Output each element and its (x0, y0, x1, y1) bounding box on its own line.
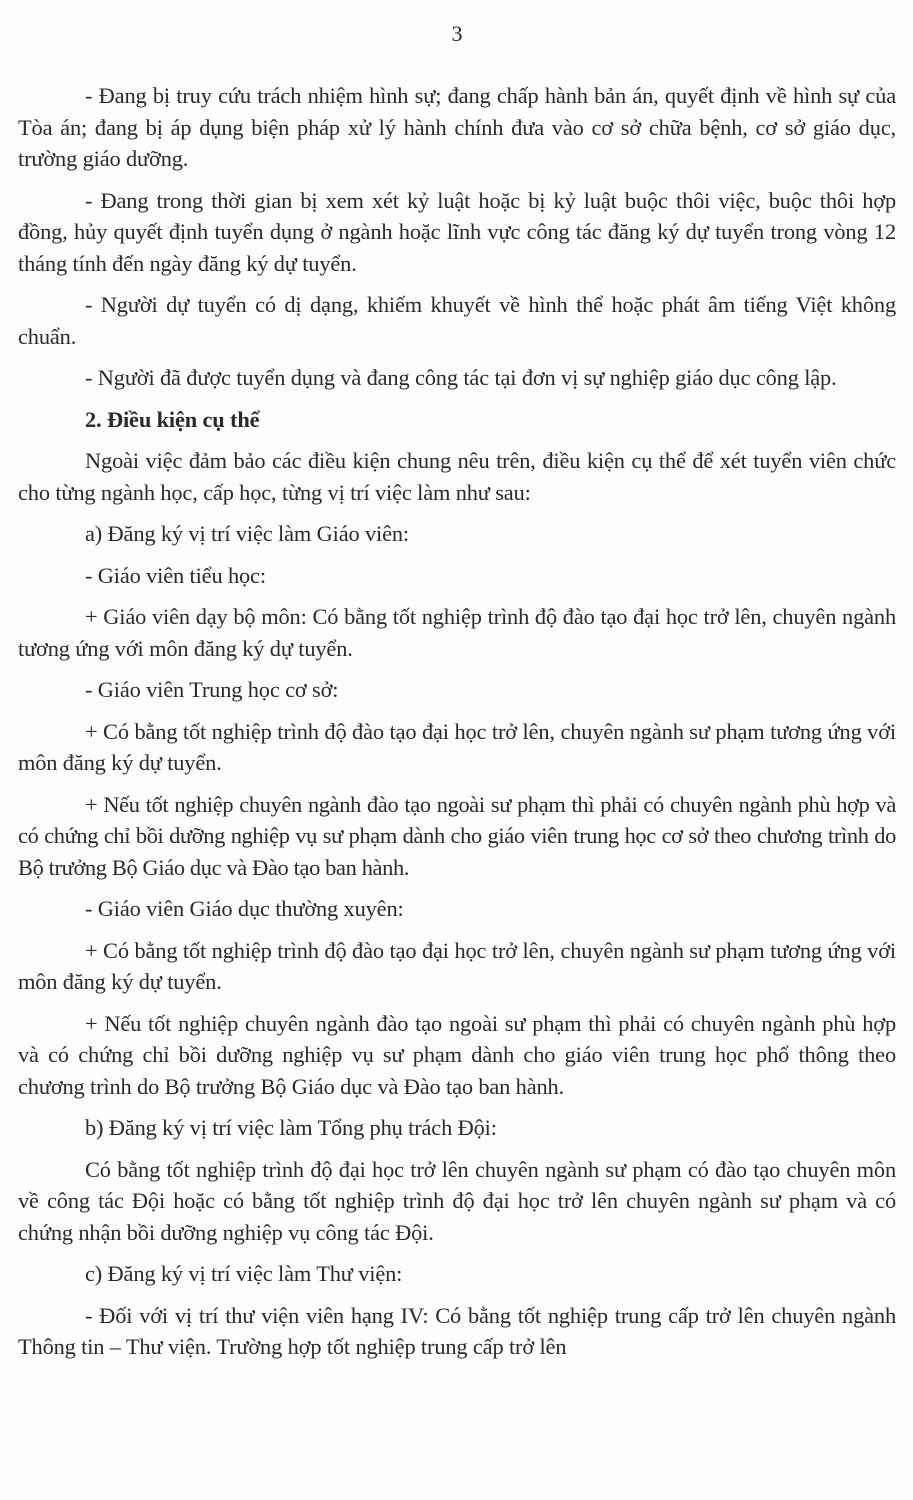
item-secondary-teacher: - Giáo viên Trung học cơ sở: (85, 677, 339, 702)
subheading-team-leader: b) Đăng ký vị trí việc làm Tổng phụ trách Đội: (85, 1115, 497, 1140)
item-librarian-grade-iv: - Đối với vị trí thư viện viên hạng IV: Có bằng tốt nghiệp trung cấp trở lên chuyên ngành Thông tin – Thư viện. Trường hợp tốt nghiệp trung cấp trở lên (18, 1302, 896, 1359)
paragraph-disqualification-employed: - Người đã được tuyển dụng và đang công tác tại đơn vị sự nghiệp giáo dục công lập. (85, 365, 837, 390)
paragraph-disqualification-discipline: - Đang trong thời gian bị xem xét kỷ luật hoặc bị kỷ luật buộc thôi việc, buộc thôi hợp đồng, hủy quyết định tuyển dụng ở ngành hoặc lĩnh vực công tác đăng ký dự tuyển trong vòng 12 tháng tính đến ngày đăng ký dự tuyển. (18, 187, 896, 276)
section-heading-specific-conditions: 2. Điều kiện cụ thể (85, 406, 260, 432)
page-number: 3 (451, 21, 463, 46)
paragraph-disqualification-physical: - Người dự tuyển có dị dạng, khiếm khuyết về hình thể hoặc phát âm tiếng Việt không chuẩn. (18, 292, 896, 349)
subheading-teacher: a) Đăng ký vị trí việc làm Giáo viên: (85, 521, 409, 546)
item-secondary-degree: + Có bằng tốt nghiệp trình độ đào tạo đại học trở lên, chuyên ngành sư phạm tương ứng với môn đăng ký dự tuyển. (18, 718, 896, 775)
subheading-library: c) Đăng ký vị trí việc làm Thư viện: (85, 1261, 403, 1286)
paragraph-specific-intro: Ngoài việc đảm bảo các điều kiện chung nêu trên, điều kiện cụ thể để xét tuyển viên chức cho từng ngành học, cấp học, từng vị trí việc làm như sau: (18, 448, 896, 505)
item-continuing-ed-teacher: - Giáo viên Giáo dục thường xuyên: (85, 896, 404, 921)
item-primary-teacher: - Giáo viên tiểu học: (85, 562, 266, 588)
item-primary-subject-teacher: + Giáo viên dạy bộ môn: Có bằng tốt nghiệp trình độ đào tạo đại học trở lên, chuyên ngành tương ứng với môn đăng ký dự tuyển. (18, 604, 896, 661)
paragraph-disqualification-criminal: - Đang bị truy cứu trách nhiệm hình sự; đang chấp hành bản án, quyết định về hình sự của Tòa án; đang bị áp dụng biện pháp xử lý hành chính đưa vào cơ sở chữa bệnh, cơ sở giáo dục, trường giáo dưỡng. (18, 83, 896, 171)
paragraph-team-leader-requirements: Có bằng tốt nghiệp trình độ đại học trở lên chuyên ngành sư phạm có đào tạo chuyên môn về công tác Đội hoặc có bằng tốt nghiệp trình độ đại học trở lên chuyên ngành sư phạm và có chứng nhận bồi dưỡng nghiệp vụ công tác Đội. (18, 1156, 896, 1245)
item-continuing-ed-non-pedagogy: + Nếu tốt nghiệp chuyên ngành đào tạo ngoài sư phạm thì phải có chuyên ngành phù hợp và có chứng chỉ bồi dưỡng nghiệp vụ sư phạm dành cho giáo viên trung học phổ thông theo chương trình do Bộ trưởng Bộ Giáo dục và Đào tạo ban hành. (18, 1010, 896, 1099)
item-secondary-non-pedagogy: + Nếu tốt nghiệp chuyên ngành đào tạo ngoài sư phạm thì phải có chuyên ngành phù hợp và có chứng chỉ bồi dưỡng nghiệp vụ sư phạm dành cho giáo viên trung học cơ sở theo chương trình do Bộ trưởng Bộ Giáo dục và Đào tạo ban hành. (18, 791, 896, 880)
document-body (18, 80, 896, 1373)
item-continuing-ed-degree: + Có bằng tốt nghiệp trình độ đào tạo đại học trở lên, chuyên ngành sư phạm tương ứng với môn đăng ký dự tuyển. (18, 937, 896, 994)
